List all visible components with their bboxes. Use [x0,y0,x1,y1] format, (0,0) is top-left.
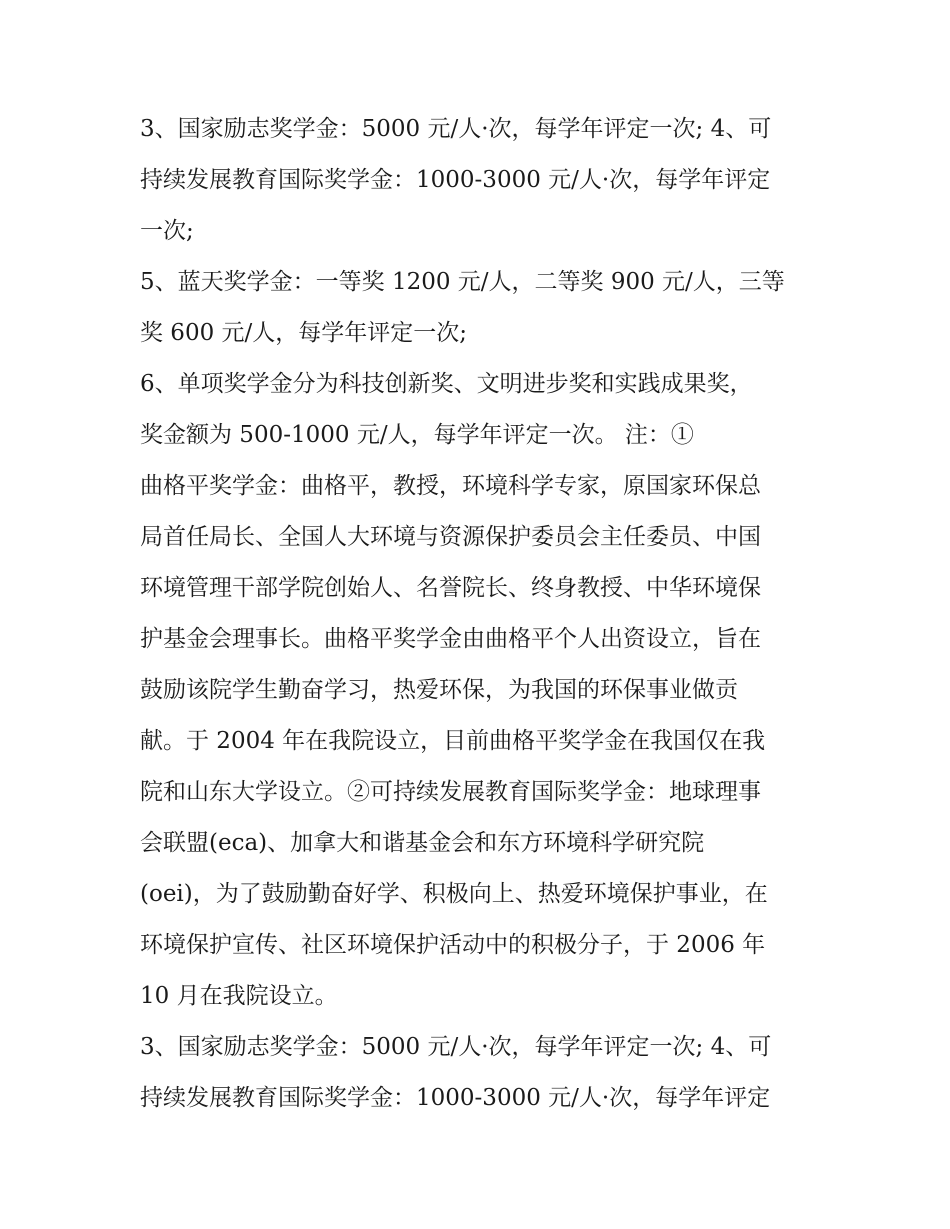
text-line: 院和山东大学设立。②可持续发展教育国际奖学金：地球理事 [140,779,761,805]
text-line: 局首任局长、全国人大环境与资源保护委员会主任委员、中国 [140,524,761,550]
text-line: 曲格平奖学金：曲格平，教授，环境科学专家，原国家环保总 [140,473,761,499]
text-line: 3、国家励志奖学金：5000 元/人·次，每学年评定一次; 4、可 [140,1034,772,1060]
text-line: (oei)，为了鼓励勤奋好学、积极向上、热爱环境保护事业，在 [140,881,768,907]
document-body [140,104,830,1124]
text-line: 5、蓝天奖学金：一等奖 1200 元/人，二等奖 900 元/人，三等 [140,269,785,295]
text-line: 会联盟(eca)、加拿大和谐基金会和东方环境科学研究院 [140,830,705,856]
text-line: 环境保护宣传、社区环境保护活动中的积极分子，于 2006 年 [140,932,766,958]
text-line: 一次; [140,218,194,244]
text-line: 献。于 2004 年在我院设立，目前曲格平奖学金在我国仅在我 [140,728,766,754]
text-line: 奖金额为 500-1000 元/人，每学年评定一次。 注：① [140,422,694,448]
text-line: 奖 600 元/人，每学年评定一次; [140,320,468,346]
text-line: 护基金会理事长。曲格平奖学金由曲格平个人出资设立，旨在 [140,626,761,652]
text-line: 6、单项奖学金分为科技创新奖、文明进步奖和实践成果奖， [140,371,753,397]
text-line: 持续发展教育国际奖学金：1000-3000 元/人·次，每学年评定 [140,167,771,193]
text-line: 环境管理干部学院创始人、名誉院长、终身教授、中华环境保 [140,575,761,601]
text-line: 鼓励该院学生勤奋学习，热爱环保，为我国的环保事业做贡 [140,677,738,703]
text-line: 持续发展教育国际奖学金：1000-3000 元/人·次，每学年评定 [140,1085,771,1111]
text-line: 3、国家励志奖学金：5000 元/人·次，每学年评定一次; 4、可 [140,116,772,142]
text-line: 10 月在我院设立。 [140,983,338,1009]
